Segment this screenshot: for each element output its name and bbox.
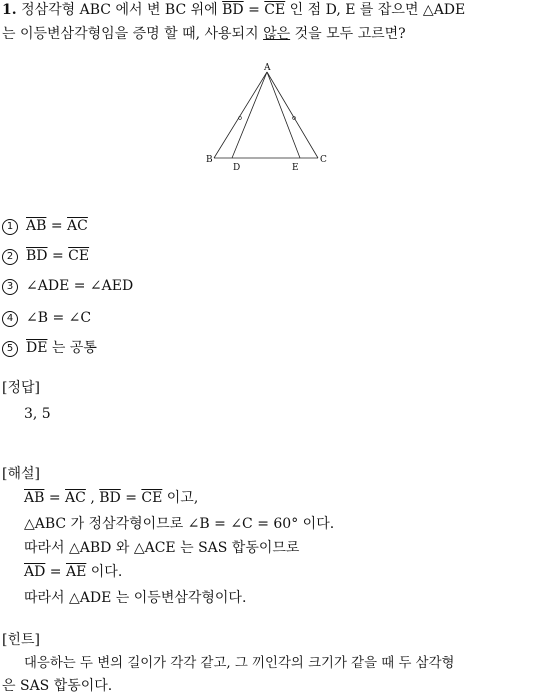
choice-text: 는 공통 bbox=[47, 340, 97, 356]
choice-text: ∠ADE = ∠AED bbox=[26, 278, 134, 294]
explanation-line-2: △ABC 가 정삼각형이므로 ∠B = ∠C = 60° 이다. bbox=[24, 516, 335, 532]
equals: = bbox=[44, 490, 66, 506]
label-d: D bbox=[233, 163, 241, 173]
choice-5 bbox=[2, 338, 97, 358]
choice-text: = bbox=[47, 248, 69, 264]
question-line-1 bbox=[2, 0, 465, 20]
choice-4 bbox=[2, 308, 91, 328]
choice-number: 4 bbox=[2, 311, 18, 327]
choice-text: ∠B = ∠C bbox=[26, 310, 92, 326]
choice-number: 2 bbox=[2, 249, 18, 265]
label-c: C bbox=[320, 155, 327, 165]
question-text-b: 인 점 D, E 를 잡으면 △ADE bbox=[285, 2, 466, 18]
segment-ce: $\overline{CE}$ bbox=[264, 2, 286, 18]
choice-number: 3 bbox=[2, 279, 18, 295]
choice-text: $\overline{AC}$ bbox=[67, 218, 88, 234]
explanation-tail: 이다. bbox=[86, 564, 123, 580]
label-e: E bbox=[292, 163, 299, 173]
equals: = bbox=[120, 490, 142, 506]
segment-ad: $\overline{AD}$ bbox=[24, 564, 46, 580]
segment-ad bbox=[232, 72, 267, 158]
hint-line-2: 은 SAS 합동이다. bbox=[2, 678, 113, 694]
hint-label: [힌트] bbox=[2, 632, 40, 648]
explanation-label: [해설] bbox=[2, 466, 40, 482]
hint-line-1: 대응하는 두 변의 길이가 각각 같고, 그 끼인각의 크기가 같을 때 두 삼각형 bbox=[24, 656, 455, 671]
equals: = bbox=[45, 564, 66, 580]
answer-value: 3, 5 bbox=[24, 406, 51, 422]
triangle-figure bbox=[200, 58, 340, 178]
side-ac bbox=[267, 72, 318, 158]
segment-ac: $\overline{AC}$ bbox=[65, 490, 86, 506]
question-underlined: 않은 bbox=[263, 26, 291, 42]
question-text-c: 는 이등변삼각형임을 증명 할 때, 사용되지 bbox=[2, 26, 264, 42]
segment-ae bbox=[267, 72, 300, 158]
choice-text: $\overline{AB}$ bbox=[26, 218, 47, 234]
question-text-d: 것을 모두 고르면? bbox=[290, 26, 406, 42]
answer-label: [정답] bbox=[2, 380, 40, 396]
side-ab bbox=[214, 72, 267, 158]
choice-text: $\overline{BD}$ bbox=[26, 248, 48, 264]
choice-text: $\overline{CE}$ bbox=[68, 248, 90, 264]
explanation-tail: 이고, bbox=[162, 490, 199, 506]
explanation-line-1 bbox=[24, 488, 198, 508]
choice-3 bbox=[2, 276, 133, 296]
segment-bd: $\overline{BD}$ bbox=[99, 490, 121, 506]
question-number: 1. bbox=[2, 2, 17, 18]
question-text-a: 정삼각형 ABC 에서 변 BC 위에 bbox=[21, 2, 218, 18]
choice-text: $\overline{DE}$ bbox=[26, 340, 48, 356]
explanation-line-5: 따라서 △ADE 는 이등변삼각형이다. bbox=[24, 590, 247, 606]
choice-text: = bbox=[46, 218, 68, 234]
explanation-line-3: 따라서 △ABD 와 △ACE 는 SAS 합동이므로 bbox=[24, 540, 300, 556]
choice-number: 1 bbox=[2, 219, 18, 235]
label-a: A bbox=[264, 63, 271, 73]
segment-ae: $\overline{AE}$ bbox=[65, 564, 87, 580]
question-line-2 bbox=[2, 24, 406, 44]
explanation-line-4 bbox=[24, 562, 122, 582]
label-b: B bbox=[206, 155, 213, 165]
equals: = bbox=[243, 2, 265, 18]
choice-1 bbox=[2, 216, 88, 236]
segment-ab: $\overline{AB}$ bbox=[24, 490, 45, 506]
choice-2 bbox=[2, 246, 89, 266]
choice-number: 5 bbox=[2, 341, 18, 357]
separator: , bbox=[85, 490, 100, 506]
segment-ce: $\overline{CE}$ bbox=[141, 490, 163, 506]
segment-bd: $\overline{BD}$ bbox=[222, 2, 244, 18]
